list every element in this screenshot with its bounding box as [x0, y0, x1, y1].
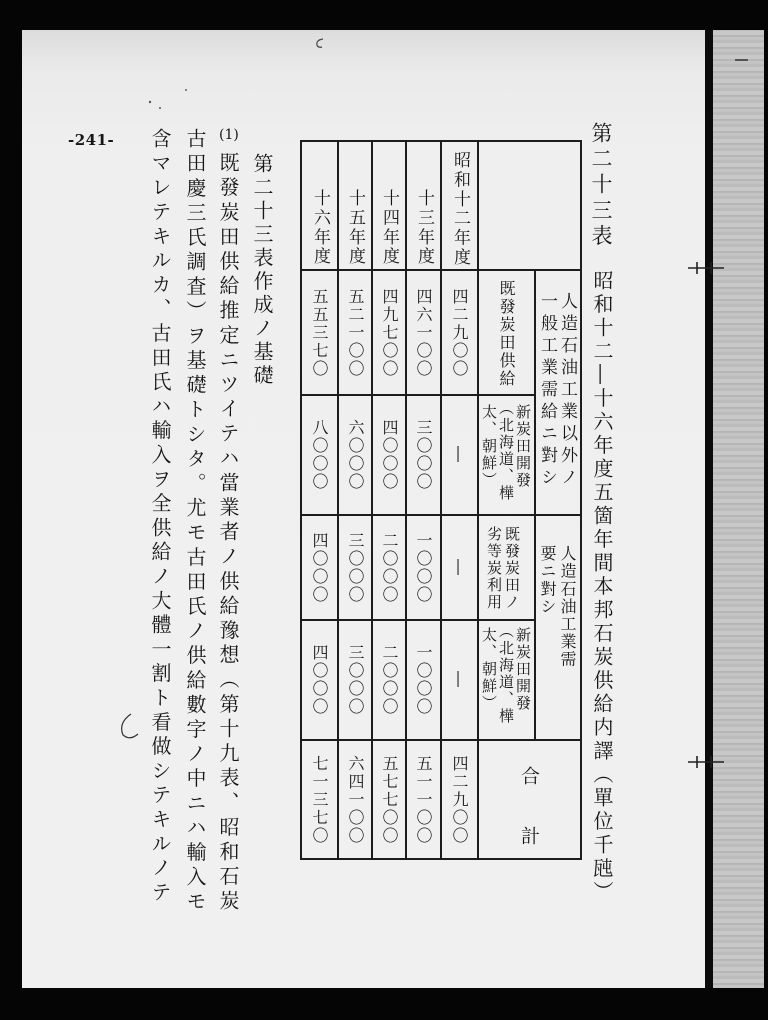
subheader-existing-supply: 既發炭田供給: [497, 280, 516, 388]
cell-new-field-general: 四〇〇〇: [380, 419, 399, 491]
cell-new-field-synthetic: ―: [450, 671, 469, 689]
cell-inferior-coal: 四〇〇〇: [310, 531, 329, 604]
table-title: 昭和十二―十六年度五箇年間本邦石炭供給内譯（單位千瓲）: [590, 270, 614, 905]
group-header-synthetic-oil: 要ニ對シ: [538, 545, 557, 616]
cell-new-field-general: 三〇〇〇: [414, 419, 433, 491]
cell-existing-supply: 四六一〇〇: [414, 287, 433, 378]
cell-inferior-coal: 二〇〇〇: [380, 531, 399, 604]
cell-total: 五七七〇〇: [380, 754, 399, 845]
note-text-line: 既發炭田供給推定ニツイテハ當業者ノ供給豫想（第十九表、昭和石炭: [216, 152, 240, 915]
group-header-general-industry: 人造石油工業以外ノ: [557, 292, 577, 490]
header-divider: [477, 140, 479, 860]
cell-new-field-synthetic: 一〇〇〇: [414, 644, 433, 716]
cell-inferior-coal: 三〇〇〇: [346, 531, 365, 604]
row-label-year: 十三年度: [414, 189, 434, 267]
cell-new-field-general: 六〇〇〇: [346, 419, 365, 491]
note-marker: (1): [219, 127, 239, 143]
subheader-inferior-coal: 劣等炭利用: [485, 526, 503, 611]
subheader-new-field-general: 新炭田開發: [514, 404, 532, 489]
row-label-year: 十四年度: [379, 189, 399, 267]
table-number: 第二十三表: [589, 122, 613, 250]
binding-edge: [705, 30, 713, 988]
page-number: -241-: [68, 131, 115, 149]
cell-inferior-coal: ―: [450, 558, 469, 577]
cell-new-field-general: ―: [450, 446, 469, 464]
subheader-new-field-general: （北海道、樺: [497, 400, 515, 502]
subheader-new-field-synthetic: 新炭田開發: [514, 627, 532, 712]
cell-total: 六四一〇〇: [346, 754, 365, 845]
row-label-year: 十五年度: [345, 189, 365, 267]
cell-new-field-synthetic: 四〇〇〇: [310, 644, 329, 716]
subheader-new-field-synthetic: 太、朝鮮）: [480, 627, 498, 712]
cell-new-field-synthetic: 二〇〇〇: [380, 644, 399, 716]
group-header-general-industry: 一般工業需給ニ對シ: [537, 292, 557, 490]
cell-existing-supply: 四九七〇〇: [380, 287, 399, 378]
row-label-year: 十六年度: [310, 189, 330, 267]
cell-existing-supply: 四二九〇〇: [450, 287, 469, 378]
cell-total: 四二九〇〇: [450, 754, 469, 845]
row-label-year: 昭和十二年度: [450, 150, 470, 267]
cell-new-field-general: 八〇〇〇: [310, 419, 329, 491]
cell-existing-supply: 五五三七〇: [310, 287, 329, 378]
subheader-inferior-coal: 既發炭田ノ: [503, 526, 521, 611]
group-header-synthetic-oil: 人造石油工業需: [558, 545, 577, 669]
cell-total: 五一一〇〇: [414, 754, 433, 845]
table-border-right: [580, 140, 582, 860]
adjacent-page-strip: [713, 30, 764, 988]
note-text-line: 含マレテキルカ、古田氏ハ輸入ヲ全供給ノ大體一割ト看做シテキルノテ: [148, 128, 172, 906]
note-text-line: 古田慶三氏調査）ヲ基礎トシタ。尤モ古田氏ノ供給數字ノ中ニハ輸入モ: [183, 128, 207, 916]
cell-new-field-synthetic: 三〇〇〇: [346, 644, 365, 716]
subheader-total: 合計: [518, 766, 540, 886]
cell-existing-supply: 五二一〇〇: [346, 287, 365, 378]
notes-heading: 第二十三表作成ノ基礎: [250, 153, 274, 388]
cell-total: 七一三七〇: [310, 754, 329, 845]
subheader-new-field-synthetic: （北海道、樺: [497, 623, 515, 725]
subheader-new-field-general: 太、朝鮮）: [480, 404, 498, 489]
cell-inferior-coal: 一〇〇〇: [414, 531, 433, 604]
